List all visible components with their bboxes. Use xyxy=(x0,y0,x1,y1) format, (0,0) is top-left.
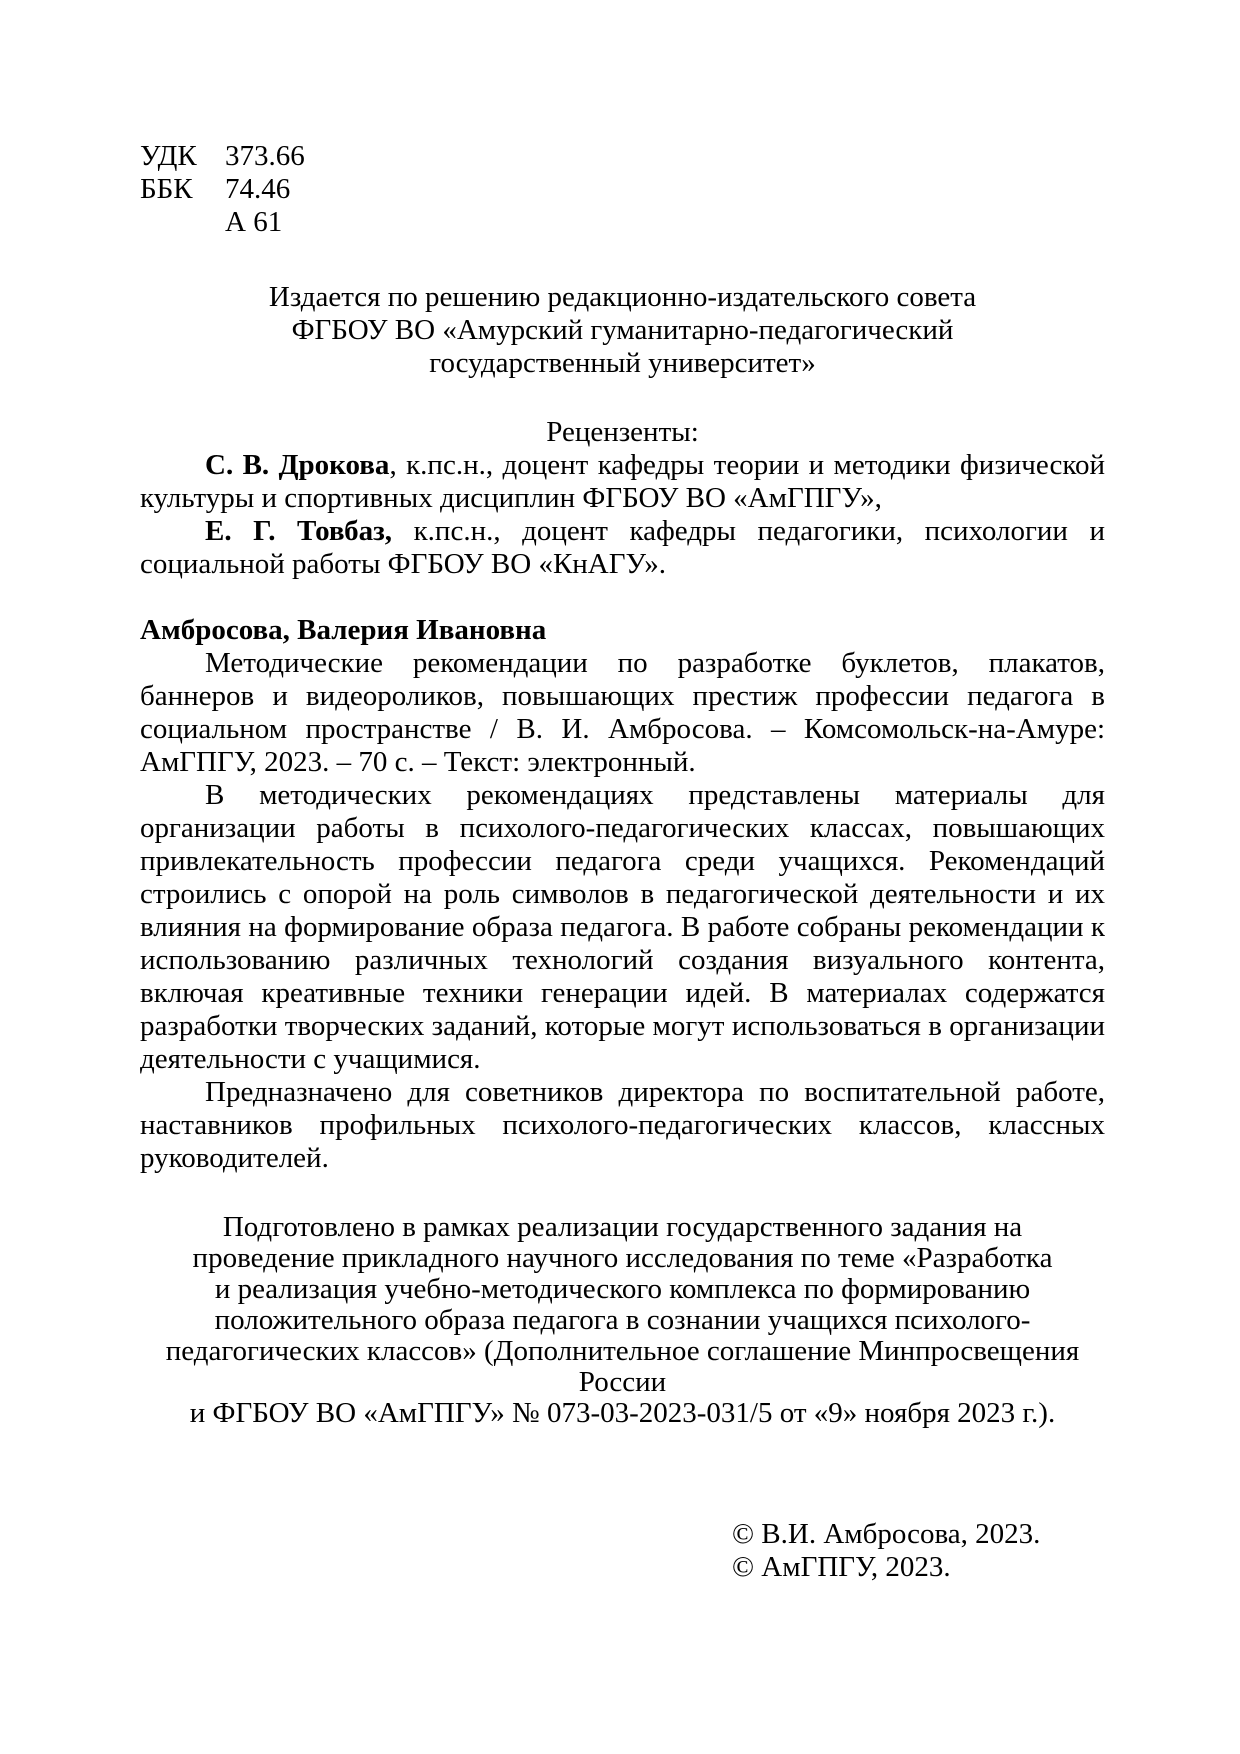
funding-note-line: положительного образа педагога в сознании учащихся психолого- xyxy=(214,1304,1031,1336)
copyright-line-publisher: © АмГПГУ, 2023. xyxy=(732,1551,951,1583)
author-sign: А 61 xyxy=(225,206,283,238)
reviewers-heading: Рецензенты: xyxy=(546,416,699,448)
udc-line xyxy=(140,140,1105,173)
catalog-description: Методические рекомендации по разработке буклетов, плакатов, баннеров и видеороликов, повышающих престиж профессии педагога в социальном пространстве / В. И. Амбросова. – Комсомольск-на-Амуре: АмГПГУ, 2023. – 70 с. – Текст: электронный. xyxy=(140,647,1105,778)
publication-approval xyxy=(140,281,1105,380)
bbk-line xyxy=(140,173,1105,206)
reviewer-entry xyxy=(140,449,1105,515)
udc-label: УДК xyxy=(140,140,197,172)
funding-note-line: педагогических классов» (Дополнительное соглашение Минпросвещения России xyxy=(165,1335,1080,1398)
reviewer-entry xyxy=(140,515,1105,581)
reviewer-name: С. В. Дрокова xyxy=(205,449,390,481)
copyright-line-author: © В.И. Амбросова, 2023. xyxy=(732,1518,1041,1550)
copyright-block xyxy=(732,1518,1105,1584)
catalog-author: Амбросова, Валерия Ивановна xyxy=(140,614,547,646)
page-content xyxy=(140,140,1105,1584)
publication-approval-line: Издается по решению редакционно-издательского совета xyxy=(268,281,977,313)
annotation-audience: Предназначено для советников директора по воспитательной работе, наставников профильных психолого-педагогических классов, классных руководителей. xyxy=(140,1076,1105,1174)
funding-note-line: проведение прикладного научного исследования по теме «Разработка xyxy=(192,1242,1053,1274)
reviewer-details: к.пс.н., доцент кафедры педагогики, психологии и социальной работы ФГБОУ ВО «КнАГУ». xyxy=(140,515,1105,580)
funding-note-line: и ФГБОУ ВО «АмГПГУ» № 073-03-2023-031/5 от «9» ноября 2023 г.). xyxy=(189,1397,1056,1429)
annotation-paragraph: В методических рекомендациях представлены материалы для организации работы в психолого-педагогических классах, повышающих привлекательность профессии педагога среди учащихся. Рекомендаций строились с опорой на роль символов в педагогической деятельности и их влияния на формирование образа педагога. В работе собраны рекомендации к использованию различных технологий создания визуального контента, включая креативные техники генерации идей. В материалах содержатся разработки творческих заданий, которые могут использоваться в организации деятельности с учащимися. xyxy=(140,779,1105,1075)
classification-block xyxy=(140,140,1105,239)
publication-approval-line: ФГБОУ ВО «Амурский гуманитарно-педагогический xyxy=(291,314,954,346)
funding-note-line: Подготовлено в рамках реализации государственного задания на xyxy=(222,1211,1023,1243)
publication-approval-line: государственный университет» xyxy=(429,347,816,379)
funding-note-line: и реализация учебно-методического комплекса по формированию xyxy=(214,1273,1031,1305)
bbk-label: ББК xyxy=(140,173,193,205)
reviewer-details: , к.пс.н., доцент кафедры теории и методики физической культуры и спортивных дисциплин ФГБОУ ВО «АмГПГУ», xyxy=(140,449,1105,514)
funding-note xyxy=(140,1212,1105,1429)
reviewer-name: Е. Г. Товбаз, xyxy=(205,515,393,547)
udc-value: 373.66 xyxy=(225,140,305,172)
bbk-value: 74.46 xyxy=(225,173,291,205)
